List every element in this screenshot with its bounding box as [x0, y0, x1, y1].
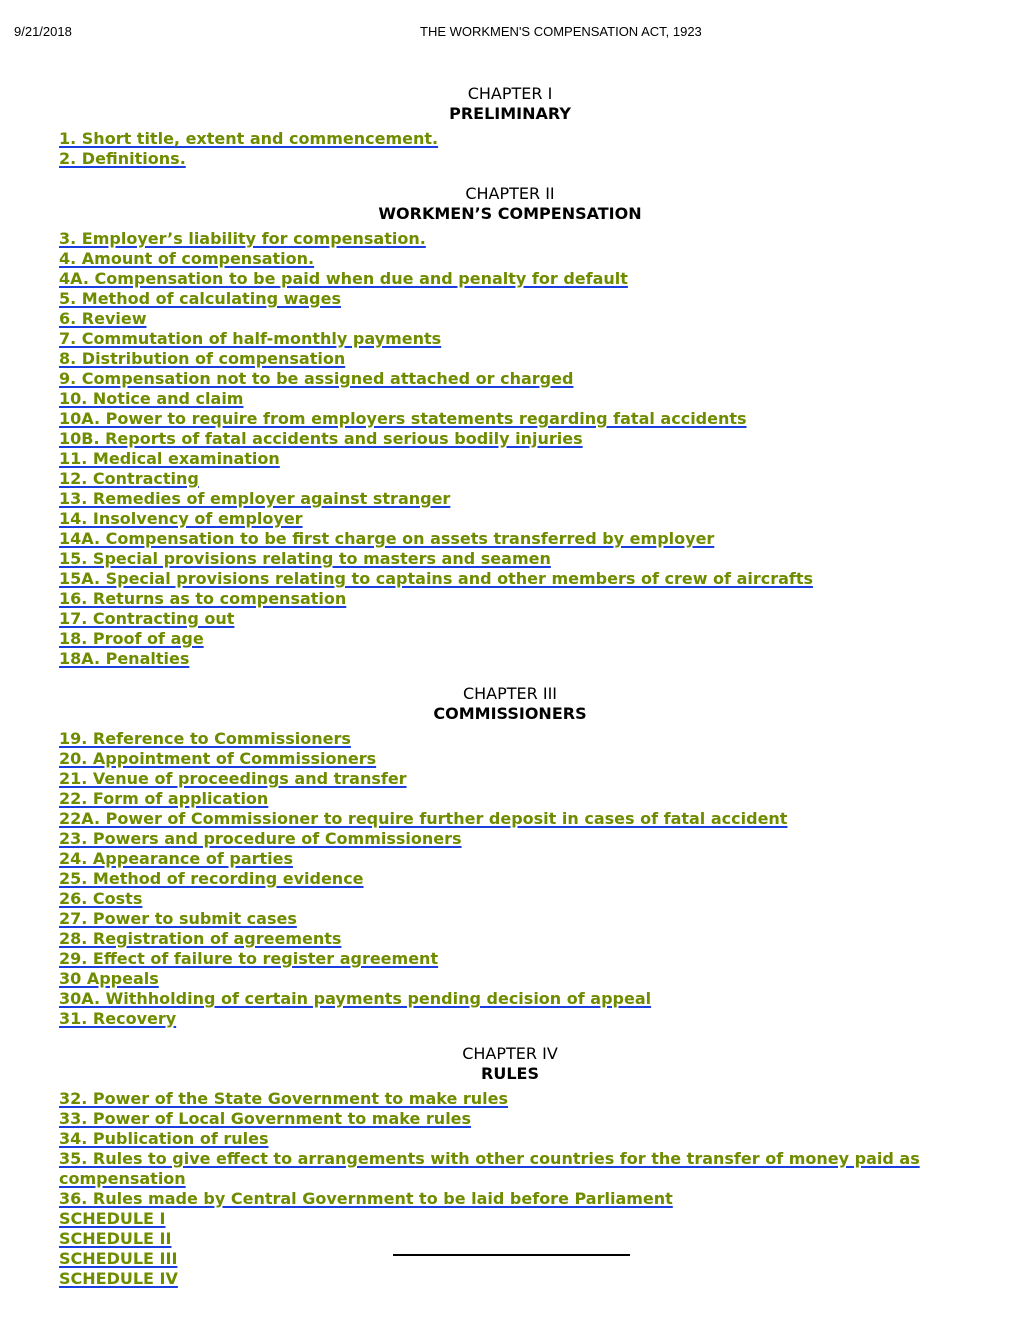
section-link[interactable]: 13. Remedies of employer against stranger: [59, 489, 451, 508]
section-link[interactable]: 21. Venue of proceedings and transfer: [59, 769, 407, 788]
section-link[interactable]: 24. Appearance of parties: [59, 849, 294, 868]
section-link[interactable]: 27. Power to submit cases: [59, 909, 297, 928]
chapter-heading: [0, 84, 1020, 124]
section-link[interactable]: 16. Returns as to compensation: [59, 589, 347, 608]
section-link[interactable]: 14A. Compensation to be first charge on assets transferred by employer: [59, 529, 715, 548]
chapter-section: [59, 169, 969, 669]
section-link[interactable]: 2. Definitions.: [59, 149, 186, 168]
section-link[interactable]: 6. Review: [59, 309, 147, 328]
section-link[interactable]: 31. Recovery: [59, 1009, 177, 1028]
section-link[interactable]: 14. Insolvency of employer: [59, 509, 303, 528]
section-link[interactable]: 8. Distribution of compensation: [59, 349, 346, 368]
chapter-title: WORKMEN’S COMPENSATION: [378, 204, 642, 223]
section-link[interactable]: SCHEDULE II: [59, 1229, 172, 1248]
end-divider: [393, 1254, 630, 1256]
chapter-spacer: [59, 1029, 969, 1044]
section-link[interactable]: 1. Short title, extent and commencement.: [59, 129, 439, 148]
section-link[interactable]: 22. Form of application: [59, 789, 269, 808]
section-link[interactable]: 30A. Withholding of certain payments pending decision of appeal: [59, 989, 652, 1008]
chapter-number: CHAPTER II: [465, 184, 555, 203]
chapter-spacer: [59, 669, 969, 684]
section-link[interactable]: 17. Contracting out: [59, 609, 235, 628]
chapter-heading: [0, 184, 1020, 224]
chapter-title: COMMISSIONERS: [433, 704, 587, 723]
section-link[interactable]: 22A. Power of Commissioner to require further deposit in cases of fatal accident: [59, 809, 788, 828]
chapter-heading: [0, 684, 1020, 724]
section-link[interactable]: 4A. Compensation to be paid when due and penalty for default: [59, 269, 628, 288]
section-link[interactable]: 10B. Reports of fatal accidents and serious bodily injuries: [59, 429, 583, 448]
section-link[interactable]: 34. Publication of rules: [59, 1129, 269, 1148]
section-link[interactable]: 29. Effect of failure to register agreement: [59, 949, 439, 968]
chapter-heading: [0, 1044, 1020, 1084]
section-link[interactable]: 9. Compensation not to be assigned attached or charged: [59, 369, 574, 388]
document-title: THE WORKMEN'S COMPENSATION ACT, 1923: [420, 24, 702, 39]
chapter-number: CHAPTER IV: [462, 1044, 558, 1063]
section-link[interactable]: 36. Rules made by Central Government to be laid before Parliament: [59, 1189, 673, 1208]
chapter-section: [59, 669, 969, 1029]
chapter-number: CHAPTER I: [467, 84, 553, 103]
section-link[interactable]: 5. Method of calculating wages: [59, 289, 342, 308]
section-link[interactable]: 3. Employer’s liability for compensation.: [59, 229, 426, 248]
section-link[interactable]: 19. Reference to Commissioners: [59, 729, 351, 748]
section-link[interactable]: 10. Notice and claim: [59, 389, 244, 408]
section-link[interactable]: 28. Registration of agreements: [59, 929, 342, 948]
chapter-title: RULES: [481, 1064, 539, 1083]
chapter-spacer: [59, 169, 969, 184]
section-link[interactable]: SCHEDULE III: [59, 1249, 178, 1268]
section-link[interactable]: 7. Commutation of half-monthly payments: [59, 329, 442, 348]
section-link[interactable]: 18. Proof of age: [59, 629, 204, 648]
section-link[interactable]: 11. Medical examination: [59, 449, 280, 468]
section-link[interactable]: 10A. Power to require from employers statements regarding fatal accidents: [59, 409, 747, 428]
section-link[interactable]: 25. Method of recording evidence: [59, 869, 364, 888]
section-link[interactable]: 35. Rules to give effect to arrangements with other countries for the transfer of money paid as compensation: [59, 1149, 920, 1188]
chapter-section: [59, 1029, 969, 1289]
section-link[interactable]: 33. Power of Local Government to make rules: [59, 1109, 472, 1128]
section-link[interactable]: 18A. Penalties: [59, 649, 190, 668]
table-of-contents: [59, 84, 969, 1289]
section-link[interactable]: 15A. Special provisions relating to captains and other members of crew of aircrafts: [59, 569, 814, 588]
section-link[interactable]: 26. Costs: [59, 889, 143, 908]
section-link[interactable]: 12. Contracting: [59, 469, 199, 488]
section-link[interactable]: SCHEDULE IV: [59, 1269, 178, 1288]
print-date: 9/21/2018: [14, 24, 72, 39]
section-link[interactable]: 32. Power of the State Government to make rules: [59, 1089, 509, 1108]
chapter-section: [59, 84, 969, 169]
section-link[interactable]: 30 Appeals: [59, 969, 159, 988]
section-link[interactable]: 23. Powers and procedure of Commissioners: [59, 829, 462, 848]
chapter-number: CHAPTER III: [462, 684, 558, 703]
section-link[interactable]: 20. Appointment of Commissioners: [59, 749, 377, 768]
section-link[interactable]: 4. Amount of compensation.: [59, 249, 315, 268]
section-link[interactable]: SCHEDULE I: [59, 1209, 166, 1228]
chapter-title: PRELIMINARY: [449, 104, 571, 123]
section-link[interactable]: 15. Special provisions relating to masters and seamen: [59, 549, 551, 568]
